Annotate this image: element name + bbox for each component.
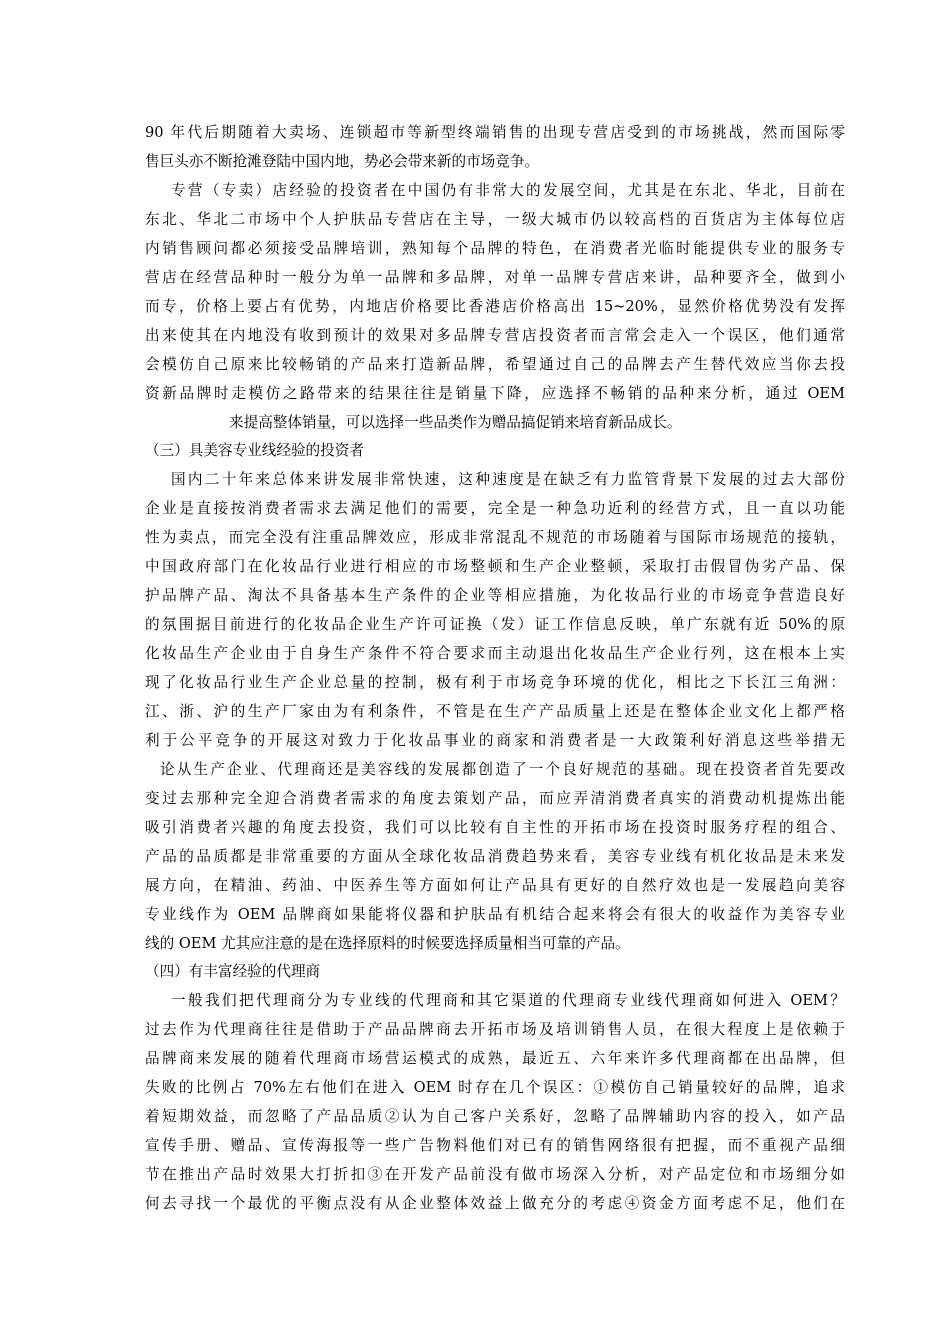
text-line: 来提高整体销量，可以选择一些品类作为赠品搞促销来培育新品成长。	[229, 414, 682, 431]
text-line: 专营（专卖）店经验的投资者在中国仍有非常大的发展空间，尤其是在东北、华北，目前在	[171, 182, 845, 199]
text-line: 产品的品质都是非常重要的方面从全球化妆品消费趋势来看，美容专业线有机化妆品是未来发	[145, 848, 845, 865]
text-line: 90 年代后期随着大卖场、连锁超市等新型终端销售的出现专营店受到的市场挑战，然而国际零	[145, 124, 845, 141]
text-line: 宣传手册、赠品、宣传海报等一些广告物料他们对已有的销售网络很有把握，而不重视产品细	[145, 1137, 845, 1154]
text-line: 出来使其在内地没有收到预计的效果对多品牌专营店投资者而言常会走入一个误区，他们通常	[145, 327, 845, 344]
text-line: 东北、华北二市场中个人护肤品专营店在主导，一级大城市仍以较高档的百货店为主体每位店	[145, 211, 845, 228]
text-line: 企业是直接按消费者需求去满足他们的需要，完全是一种急功近利的经营方式，且一直以功能	[145, 500, 845, 517]
text-line: 品牌商来发展的随着代理商市场营运模式的成熟，最近五、六年来许多代理商都在出品牌，但	[145, 1050, 845, 1067]
text-line: 线的 OEM 尤其应注意的是在选择原料的时候要选择质量相当可靠的产品。	[145, 935, 630, 952]
text-line: 失败的比例占 70%左右他们在进入 OEM 时存在几个误区：①模仿自己销量较好的品牌，追求	[145, 1079, 845, 1096]
section-heading: （三）具美容专业线经验的投资者	[145, 442, 364, 459]
text-line: 何去寻找一个最优的平衡点没有从企业整体效益上做充分的考虑④资金方面考虑不足，他们在	[145, 1195, 845, 1212]
text-line: 内销售顾问都必须接受品牌培训，熟知每个品牌的特色，在消费者光临时能提供专业的服务专	[145, 240, 845, 257]
text-line: 中国政府部门在化妆品行业进行相应的市场整顿和生产企业整顿，采取打击假冒伪劣产品、保	[145, 558, 845, 575]
text-line: 而专，价格上要占有优势，内地店价格要比香港店价格高出 15~20%，显然价格优势没有发挥	[145, 298, 845, 315]
text-line: 营店在经营品种时一般分为单一品牌和多品牌，对单一品牌专营店来讲，品种要齐全，做到小	[145, 269, 845, 286]
text-line: 过去作为代理商往往是借助于产品品牌商去开拓市场及培训销售人员，在很大程度上是依赖于	[145, 1021, 845, 1038]
text-line: 护品牌产品、淘汰不具备基本生产条件的企业等相应措施，为化妆品行业的市场竞争营造良好	[145, 587, 845, 604]
text-line: 化妆品生产企业由于自身生产条件不符合要求而主动退出化妆品生产企业行列，这在根本上实	[145, 645, 845, 662]
text-line: 性为卖点，而完全没有注重品牌效应，形成非常混乱不规范的市场随着与国际市场规范的接轨，	[145, 529, 845, 546]
text-line: 着短期效益，而忽略了产品品质②认为自己客户关系好，忽略了品牌辅助内容的投入，如产品	[145, 1108, 845, 1125]
text-line: 江、浙、沪的生产厂家由为有利条件，不管是在生产产品质量上还是在整体企业文化上都严格	[145, 703, 845, 720]
text-line: 利于公平竞争的开展这对致力于化妆品事业的商家和消费者是一大政策利好消息这些举措无	[145, 732, 845, 749]
text-line: 变过去那种完全迎合消费者需求的角度去策划产品，而应弄清消费者真实的消费动机提炼出能	[145, 790, 845, 807]
text-line: 吸引消费者兴趣的角度去投资，我们可以比较有自主性的开拓市场在投资时服务疗程的组合、	[145, 819, 845, 836]
text-line: 专业线作为 OEM 品牌商如果能将仪器和护肤品有机结合起来将会有很大的收益作为美容专业	[145, 906, 845, 923]
text-line: 一般我们把代理商分为专业线的代理商和其它渠道的代理商专业线代理商如何进入 OEM？	[171, 992, 845, 1009]
text-line: 节在推出产品时效果大打折扣③在开发产品前没有做市场深入分析，对产品定位和市场细分如	[145, 1166, 845, 1183]
text-line: 的氛围据目前进行的化妆品企业生产许可证换（发）证工作信息反映，单广东就有近 50%的原	[145, 616, 845, 633]
section-heading: （四）有丰富经验的代理商	[145, 963, 321, 980]
text-line: 会模仿自己原来比较畅销的产品来打造新品牌，希望通过自己的品牌去产生替代效应当你去投	[145, 356, 845, 373]
text-line: 售巨头亦不断抢滩登陆中国内地，势必会带来新的市场竞争。	[145, 153, 540, 170]
text-line: 资新品牌时走模仿之路带来的结果往往是销量下降，应选择不畅销的品种来分析，通过 OEM	[145, 385, 845, 402]
text-line: 国内二十年来总体来讲发展非常快速，这种速度是在缺乏有力监管背景下发展的过去大部份	[171, 471, 845, 488]
text-line: 展方向，在精油、药油、中医养生等方面如何让产品具有更好的自然疗效也是一发展趋向美容	[145, 877, 845, 894]
text-line: 论从生产企业、代理商还是美容线的发展都创造了一个良好规范的基础。现在投资者首先要改	[160, 761, 845, 778]
text-line: 现了化妆品行业生产企业总量的控制，极有利于市场竞争环境的优化，相比之下长江三角洲：	[145, 674, 845, 691]
